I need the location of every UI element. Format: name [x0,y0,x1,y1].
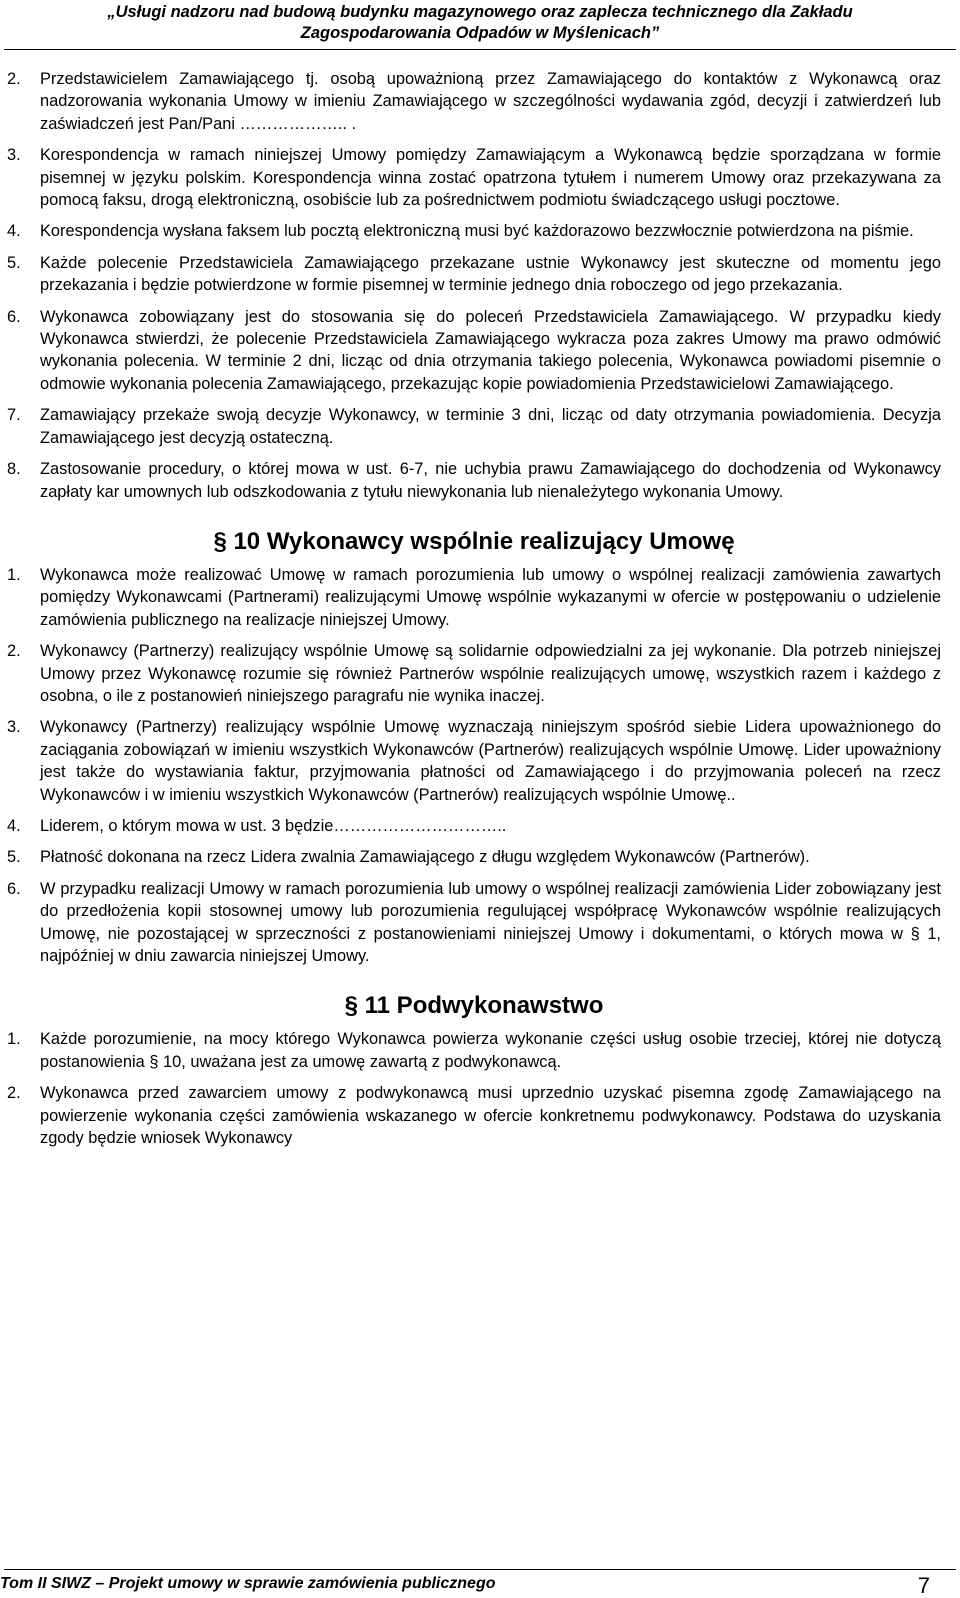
page-number: 7 [917,1573,930,1598]
footer-text: Tom II SIWZ – Projekt umowy w sprawie zamówienia publicznego [0,1575,496,1592]
paragraph-text: Każde porozumienie, na mocy którego Wykonawca powierza wykonanie części usług osobie trzeciej, której nie dotyczą postanowienia § 10, uważana jest za umowę zawartą z podwykonawcą. [40,1030,941,1071]
paragraph-number: 2. [7,642,21,661]
paragraph-number: 8. [7,460,21,479]
paragraph-number: 7. [7,406,21,425]
paragraph-text: Wykonawca zobowiązany jest do stosowania się do poleceń Przedstawiciela Zamawiającego. W przypadku kiedy Wykonawca stwierdzi, że polecenie Przedstawiciela Zamawiającego wykracza poza zakres Umowy ma prawo odmówić wykonania polecenia. W terminie 2 dni, licząc od dnia otrzymania takiego polecenia, Wykonawca powiadomi pisemnie o odmowie wykonania polecenia Zamawiającego, przekazując kopie powiadomienia Przedstawicielowi Zamawiającego. [40,307,941,393]
paragraph-text: Wykonawca przed zawarciem umowy z podwykonawcą musi uprzednio uzyskać pisemna zgodę Zamawiającego na powierzenie wykonania części zamówienia wskazanego w ofercie konkretnemu podwykonawcy. Podstawa do uzyskania zgody będzie wniosek Wykonawcy [40,1084,941,1148]
numbered-paragraph [7,252,941,297]
paragraph-number: 1. [7,1030,21,1049]
paragraph-text: Wykonawca może realizować Umowę w ramach porozumienia lub umowy o wspólnej realizacji zamówienia zawartych pomiędzy Wykonawcami (Partnerami) realizującymi Umowę wspólnie wykazanymi w ofercie w postępowaniu o udzielenie zamówienia publicznego na realizacje niniejszej Umowy. [40,565,941,629]
document-body [7,68,941,1158]
section-correspondence [7,68,941,503]
paragraph-number: 3. [7,146,21,165]
header-rule [4,49,956,50]
paragraph-text: Przedstawicielem Zamawiającego tj. osobą upoważnioną przez Zamawiającego do kontaktów z Wykonawcą oraz nadzorowania wykonania Umowy w imieniu Zamawiającego w szczególności wydawania zgód, decyzji i zatwierdzeń lub zaświadczeń jest Pan/Pani ……………….. . [40,70,941,133]
paragraph-text: Płatność dokonana na rzecz Lidera zwalnia Zamawiającego z długu względem Wykonawców (Partnerów). [40,848,810,867]
heading-paragraph-10: § 10 Wykonawcy wspólnie realizujący Umowę [213,527,735,555]
document-header [30,2,930,44]
paragraph-number: 4. [7,816,21,835]
section-joint-contractors [7,564,941,968]
numbered-paragraph [7,404,941,449]
header-line-1: „Usługi nadzoru nad budową budynku magazynowego oraz zaplecza technicznego dla Zakładu [107,3,853,21]
paragraph-text: Korespondencja w ramach niniejszej Umowy pomiędzy Zamawiającym a Wykonawcą będzie sporządzana w formie pisemnej w języku polskim. Korespondencja winna zostać opatrzona tytułem i numerem Umowy oraz przekazywana za pomocą faksu, drogą elektroniczną, osobiście lub za pośrednictwem podmiotu świadczącego usługi pocztowe. [40,146,941,210]
numbered-paragraph [7,306,941,396]
numbered-paragraph [7,458,941,503]
numbered-paragraph [7,1082,941,1149]
numbered-paragraph [7,815,941,837]
numbered-paragraph [7,220,941,242]
footer-rule [4,1569,956,1570]
numbered-paragraph [7,1028,941,1073]
paragraph-text: Zastosowanie procedury, o której mowa w ust. 6-7, nie uchybia prawu Zamawiającego do dochodzenia od Wykonawcy zapłaty kar umownych lub odszkodowania z tytułu niewykonania lub nienależytego wykonania Umowy. [40,460,941,501]
paragraph-number: 6. [7,307,21,326]
paragraph-text: Wykonawcy (Partnerzy) realizujący wspólnie Umowę wyznaczają niniejszym spośród siebie Lidera upoważnionego do zaciągania zobowiązań w imieniu wszystkich Wykonawców (Partnerów) realizujących wspólnie Umowę. Lider upoważniony jest także do wystawiania faktur, przyjmowania płatności od Zamawiającego i do przyjmowania poleceń na rzecz Wykonawców i w imieniu wszystkich Wykonawców (Partnerów) realizujących wspólnie Umowę.. [40,718,941,804]
paragraph-number: 3. [7,718,21,737]
paragraph-number: 5. [7,848,21,867]
section-subcontracting [7,1028,941,1149]
paragraph-text: W przypadku realizacji Umowy w ramach porozumienia lub umowy o wspólnej realizacji zamówienia Lider zobowiązany jest do przedłożenia kopii stosownej umowy lub porozumienia regulującej współpracę Wykonawców wspólnie realizujących Umowę, nie pozostającej w sprzeczności z postanowieniami niniejszej Umowy i dokumentami, o których mowa w § 1, najpóźniej w dniu zawarcia niniejszej Umowy. [40,879,941,965]
heading-paragraph-11: § 11 Podwykonawstwo [344,992,604,1020]
paragraph-text: Liderem, o którym mowa w ust. 3 będzie………………………….. [40,816,507,835]
paragraph-number: 2. [7,1084,21,1103]
numbered-paragraph [7,716,941,806]
numbered-paragraph [7,68,941,135]
header-line-2: Zagospodarowania Odpadów w Myślenicach” [300,24,660,42]
numbered-paragraph [7,878,941,968]
numbered-paragraph [7,640,941,707]
paragraph-text: Wykonawcy (Partnerzy) realizujący wspólnie Umowę są solidarnie odpowiedzialni za jej wykonanie. Dla potrzeb niniejszej Umowy przez Wykonawcę rozumie się również Partnerów wspólnie realizujących umowę, wszystkich razem i każdego z osobna, o ile z postanowień niniejszego paragrafu nie wynika inaczej. [40,642,941,705]
paragraph-number: 5. [7,253,21,272]
paragraph-number: 1. [7,565,21,584]
paragraph-number: 2. [7,70,21,88]
numbered-paragraph [7,846,941,868]
paragraph-text: Zamawiający przekaże swoją decyzje Wykonawcy, w terminie 3 dni, licząc od daty otrzymania powiadomienia. Decyzja Zamawiającego jest decyzją ostateczną. [40,406,941,447]
paragraph-number: 4. [7,222,21,241]
numbered-paragraph [7,564,941,631]
paragraph-text: Korespondencja wysłana faksem lub pocztą elektroniczną musi być każdorazowo bezzwłocznie potwierdzona na piśmie. [40,222,914,241]
paragraph-number: 6. [7,879,21,898]
numbered-paragraph [7,144,941,211]
paragraph-text: Każde polecenie Przedstawiciela Zamawiającego przekazane ustnie Wykonawcy jest skuteczne od momentu jego przekazania i będzie potwierdzone w formie pisemnej w terminie jednego dnia roboczego od jego przekazania. [40,253,941,295]
